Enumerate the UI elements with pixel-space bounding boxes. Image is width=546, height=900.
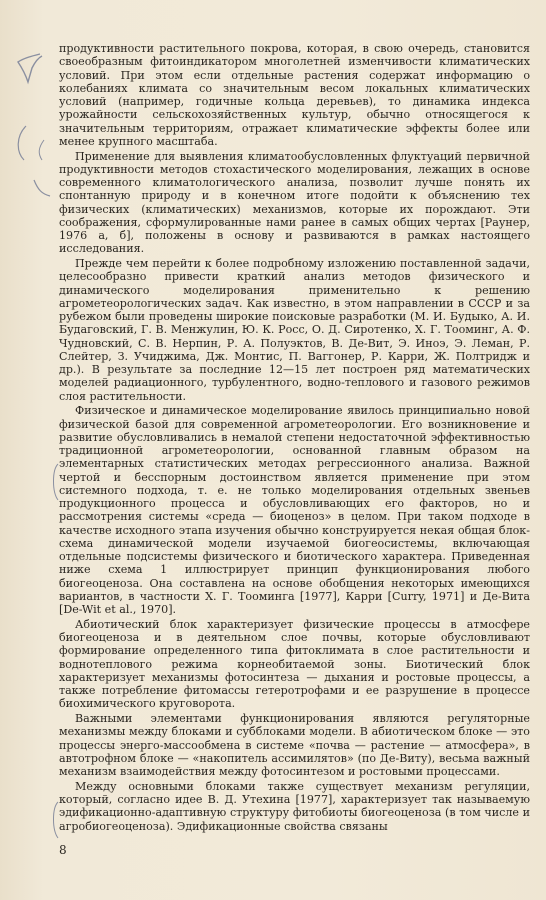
paragraph: Абиотический блок характеризует физические процессы в атмосфере биогеоценоза и в деятельном слое почвы, которые обусловливают формирование определенного типа фитоклимата в слое растительности и воднотеплового режима корнеобитаемой зоны. Биотический блок характеризует механизмы фотосинтеза — дыхания и ростовые процессы, а также потребление фитомассы гетеротрофами и ее разрушение в процессе биохимического круговорота. [59, 617, 530, 711]
paragraph: Между основными блоками также существует механизм регуляции, который, согласно идее В. Д. Утехина [1977], характеризует так называемую эдификационно-адаптивную структуру фитобиоты биогеоценоза (в том числе и агробиогеоценоза). Эдификационные свойства связаны [59, 779, 530, 833]
pencil-margin-mark [2, 40, 62, 220]
paragraph: Важными элементами функционирования являются регуляторные механизмы между блоками и субблоками модели. В абиотическом блоке — это процессы энерго-массообмена в системе «почва — растение — атмосфера», в автотрофном блоке — «накопитель ассимилятов» (по Де-Виту), весьма важный механизм взаимодействия между фотосинтезом и ростовыми процессами. [59, 712, 530, 778]
body-text [59, 42, 530, 834]
paragraph: продуктивности растительного покрова, которая, в свою очередь, становится своеобразным фитоиндикатором многолетней изменчивости климатических условий. При этом если отдельные растения содержат информацию о колебаниях климата со значительным весом локальных климатических условий (например, годичные кольца деревьев), то динамика индекса урожайности сельскохозяйственных культур, обычно относящегося к значительным территориям, отражает климатические эффекты более или менее крупного масштаба. [59, 42, 530, 148]
paragraph: Применение для выявления климатообусловленных флуктуаций первичной продуктивности методов стохастического моделирования, лежащих в основе современного климатологического анализа, позволит лучше понять их спонтанную природу и в конечном итоге подойти к объяснению тех физических (климатических) механизмов, которые их порождают. Эти соображения, сформулированные нами ранее в самых общих чертах [Раунер, 1976 а, б], положены в основу и развиваются в рамках настоящего исследования. [59, 149, 530, 256]
page-number: 8 [59, 843, 67, 857]
paragraph: Физическое и динамическое моделирование явилось принципиально новой физической базой для современной агрометеорологии. Его возникновение и развитие обусловливались в немалой степени недостаточной эффективностью традиционной агрометеорологии, основанной главным образом на элементарных статистических методах регрессионного анализа. Важной чертой и бесспорным достоинством является применение при этом системного подхода, т. е. не только моделирования отдельных звеньев продукционного процесса и обусловливающих его факторов, но и рассмотрения системы «среда — биоценоз» в целом. При таком подходе в качестве исходного этапа изучения обычно конструируется некая общая блок-схема динамической модели изучаемой биогеосистемы, включающая отдельные подсистемы физического и биотического характера. Приведенная ниже схема 1 иллюстрирует принцип функционирования любого биогеоценоза. Она составлена на основе обобщения некоторых имеющихся вариантов, в частности Х. Г. Тооминга [1977], Карри [Curry, 1971] и Де-Вита [De-Wit et al., 1970]. [59, 404, 530, 616]
paragraph: Прежде чем перейти к более подробному изложению поставленной задачи, целесообразно привести краткий анализ методов физического и динамического моделирования применительно к решению агрометеорологических задач. Как известно, в этом направлении в СССР и за рубежом были проведены широкие поисковые разработки (М. И. Будыко, А. И. Будаговский, Г. В. Менжулин, Ю. К. Росс, О. Д. Сиротенко, Х. Г. Тооминг, А. Ф. Чудновский, С. В. Нерпин, Р. А. Полуэктов, В. Де-Вит, Э. Инoэ, Э. Леман, Р. Слейтер, З. Учиджима, Дж. Монтис, П. Ваггонер, Р. Карри, Ж. Полтридж и др.). В результате за последние 12—15 лет построен ряд математических моделей радиационного, турбулентного, водно-теплового и газового режимов слоя растительности. [59, 257, 530, 403]
